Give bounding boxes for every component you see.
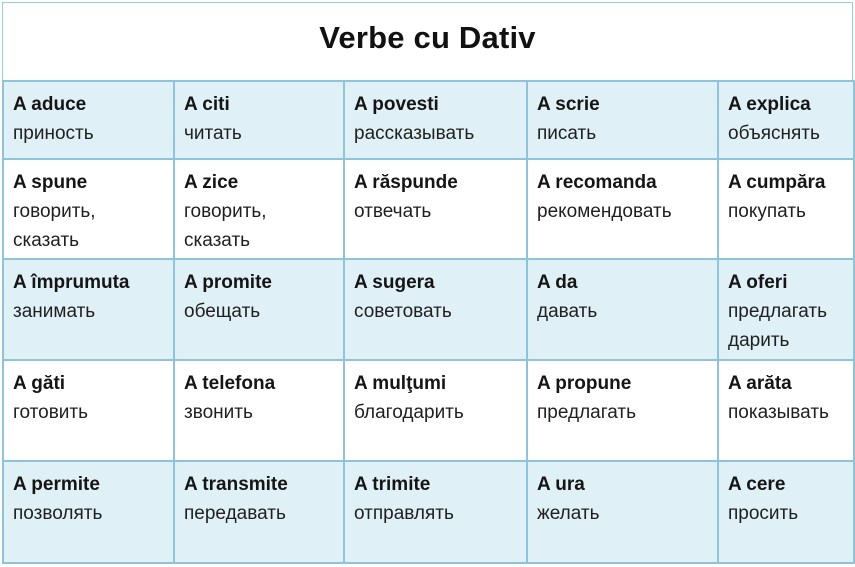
russian-translation: предлагать <box>537 402 637 423</box>
russian-translation: приность <box>13 123 94 144</box>
russian-translation: объяснять <box>728 123 820 144</box>
verb-cell <box>3 259 174 360</box>
romanian-verb: A promite <box>184 272 272 293</box>
russian-translation: желать <box>537 503 600 524</box>
romanian-verb: A zice <box>184 172 239 193</box>
romanian-verb: A citi <box>184 94 230 115</box>
romanian-verb: A trimite <box>354 474 431 495</box>
russian-translation: показывать <box>728 402 829 423</box>
verb-cell <box>527 360 718 461</box>
verb-cell <box>174 461 344 563</box>
table-row <box>3 259 854 360</box>
verb-cell <box>344 461 527 563</box>
verb-cell <box>174 159 344 259</box>
verb-cell <box>174 259 344 360</box>
romanian-verb: A oferi <box>728 272 788 293</box>
verb-cell <box>718 461 854 563</box>
romanian-verb: A propune <box>537 373 632 394</box>
romanian-verb: A cere <box>728 474 786 495</box>
romanian-verb: A scrie <box>537 94 600 115</box>
russian-translation: читать <box>184 123 242 144</box>
romanian-verb: A împrumuta <box>13 272 130 293</box>
russian-translation: обещать <box>184 301 261 322</box>
verb-cell <box>718 259 854 360</box>
title-bar <box>2 2 853 80</box>
verb-cell <box>174 360 344 461</box>
russian-translation: готовить <box>13 402 89 423</box>
verb-cell <box>3 81 174 159</box>
table-row <box>3 81 854 159</box>
romanian-verb: A permite <box>13 474 100 495</box>
russian-translation: писать <box>537 123 597 144</box>
table-row <box>3 461 854 563</box>
verb-table <box>2 80 855 564</box>
verb-cell <box>3 461 174 563</box>
verb-cell <box>718 81 854 159</box>
romanian-verb: A spune <box>13 172 88 193</box>
verb-cell <box>527 159 718 259</box>
russian-translation: звонить <box>184 402 253 423</box>
romanian-verb: A explica <box>728 94 811 115</box>
russian-translation: покупать <box>728 201 806 222</box>
russian-translation: рекомендовать <box>537 201 672 222</box>
russian-translation: говорить, сказать <box>184 201 267 251</box>
russian-translation: благодарить <box>354 402 464 423</box>
romanian-verb: A transmite <box>184 474 288 495</box>
romanian-verb: A arăta <box>728 373 792 394</box>
russian-translation: просить <box>728 503 799 524</box>
verb-cell <box>174 81 344 159</box>
verb-cell <box>718 360 854 461</box>
romanian-verb: A da <box>537 272 578 293</box>
russian-translation: передавать <box>184 503 286 524</box>
verb-cell <box>344 81 527 159</box>
verb-cell <box>527 259 718 360</box>
russian-translation: говорить, сказать <box>13 201 96 251</box>
verb-cell <box>3 159 174 259</box>
romanian-verb: A mulţumi <box>354 373 447 394</box>
verb-cell <box>718 159 854 259</box>
russian-translation: позволять <box>13 503 103 524</box>
russian-translation: отправлять <box>354 503 454 524</box>
romanian-verb: A povesti <box>354 94 439 115</box>
verb-table-body <box>3 81 854 563</box>
russian-translation: советовать <box>354 301 452 322</box>
romanian-verb: A sugera <box>354 272 435 293</box>
romanian-verb: A cumpăra <box>728 172 826 193</box>
verb-cell <box>527 81 718 159</box>
russian-translation: занимать <box>13 301 96 322</box>
romanian-verb: A recomanda <box>537 172 657 193</box>
verb-cell <box>344 360 527 461</box>
russian-translation: рассказывать <box>354 123 475 144</box>
russian-translation: предлагать дарить <box>728 301 828 351</box>
romanian-verb: A aduce <box>13 94 87 115</box>
romanian-verb: A găti <box>13 373 66 394</box>
verb-cell <box>344 159 527 259</box>
page-title: Verbe cu Dativ <box>319 19 536 55</box>
verb-cell <box>344 259 527 360</box>
verb-cell <box>3 360 174 461</box>
verb-cell <box>527 461 718 563</box>
table-row <box>3 159 854 259</box>
russian-translation: отвечать <box>354 201 432 222</box>
romanian-verb: A ura <box>537 474 585 495</box>
table-row <box>3 360 854 461</box>
russian-translation: давать <box>537 301 598 322</box>
romanian-verb: A telefona <box>184 373 276 394</box>
romanian-verb: A răspunde <box>354 172 458 193</box>
